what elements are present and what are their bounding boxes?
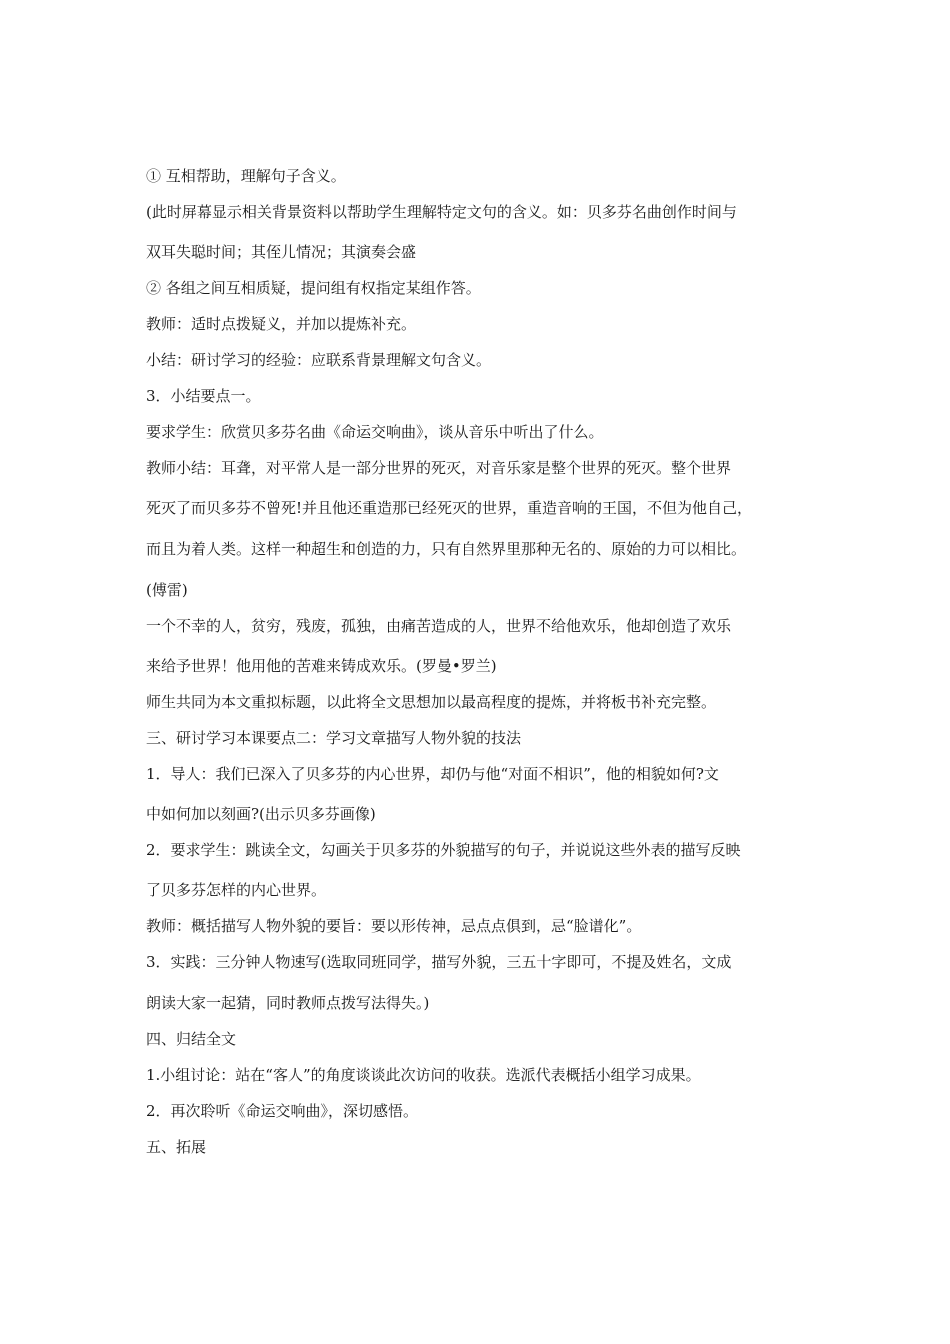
text-line: 朗读大家一起猜，同时教师点拨写法得失。): [146, 994, 430, 1012]
text-line: 中如何加以刻画?(出示贝多芬画像): [146, 805, 376, 823]
text-line: 而且为着人类。这样一种超生和创造的力，只有自然界里那种无名的、原始的力可以相比。: [146, 540, 747, 558]
section-heading: 四、归结全文: [146, 1030, 237, 1048]
text-line: ② 各组之间互相质疑，提问组有权指定某组作答。: [146, 279, 481, 297]
text-line: ① 互相帮助，理解句子含义。: [146, 167, 346, 185]
text-line: 1．导人：我们已深入了贝多芬的内心世界，却仍与他“对面不相识”，他的相貌如何?文: [146, 765, 719, 783]
text-line: 来给予世界！他用他的苦难来铸成欢乐。(罗曼•罗兰): [146, 657, 497, 675]
text-line: (此时屏幕显示相关背景资料以帮助学生理解特定文句的含义。如：贝多芬名曲创作时间与: [146, 203, 737, 221]
text-line: 要求学生：欣赏贝多芬名曲《命运交响曲》，谈从音乐中听出了什么。: [146, 423, 604, 441]
text-line: 小结：研讨学习的经验：应联系背景理解文句含义。: [146, 351, 492, 369]
text-line: 死灭了而贝多芬不曾死!并且他还重造那已经死灭的世界，重造音响的王国，不但为他自己，: [146, 499, 753, 517]
text-line: 了贝多芬怎样的内心世界。: [146, 881, 327, 899]
text-line: 师生共同为本文重拟标题，以此将全文思想加以最高程度的提炼，并将板书补充完整。: [146, 693, 717, 711]
text-line: 3．实践：三分钟人物速写(选取同班同学，描写外貌，三五十字即可，不提及姓名，文成: [146, 953, 732, 971]
text-line: 1.小组讨论：站在“客人”的角度谈谈此次访问的收获。选派代表概括小组学习成果。: [146, 1066, 701, 1084]
text-line: 双耳失聪时间；其侄儿情况；其演奏会盛: [146, 243, 417, 261]
section-heading: 五、拓展: [146, 1138, 207, 1156]
text-line: (傅雷): [146, 581, 188, 599]
text-line: 教师小结：耳聋，对平常人是一部分世界的死灭，对音乐家是整个世界的死灭。整个世界: [146, 459, 732, 477]
text-line: 2．要求学生：跳读全文，勾画关于贝多芬的外貌描写的句子，并说说这些外表的描写反映: [146, 841, 741, 859]
section-heading: 三、研讨学习本课要点二：学习文章描写人物外貌的技法: [146, 729, 522, 747]
text-line: 2．再次聆听《命运交响曲》，深切感悟。: [146, 1102, 419, 1120]
text-line: 一个不幸的人，贫穷，残废，孤独，由痛苦造成的人，世界不给他欢乐，他却创造了欢乐: [146, 617, 732, 635]
text-line: 教师：适时点拨疑义，并加以提炼补充。: [146, 315, 417, 333]
text-line: 3．小结要点一。: [146, 387, 261, 405]
text-line: 教师：概括描写人物外貌的要旨：要以形传神，忌点点俱到，忌“脸谱化”。: [146, 917, 642, 935]
